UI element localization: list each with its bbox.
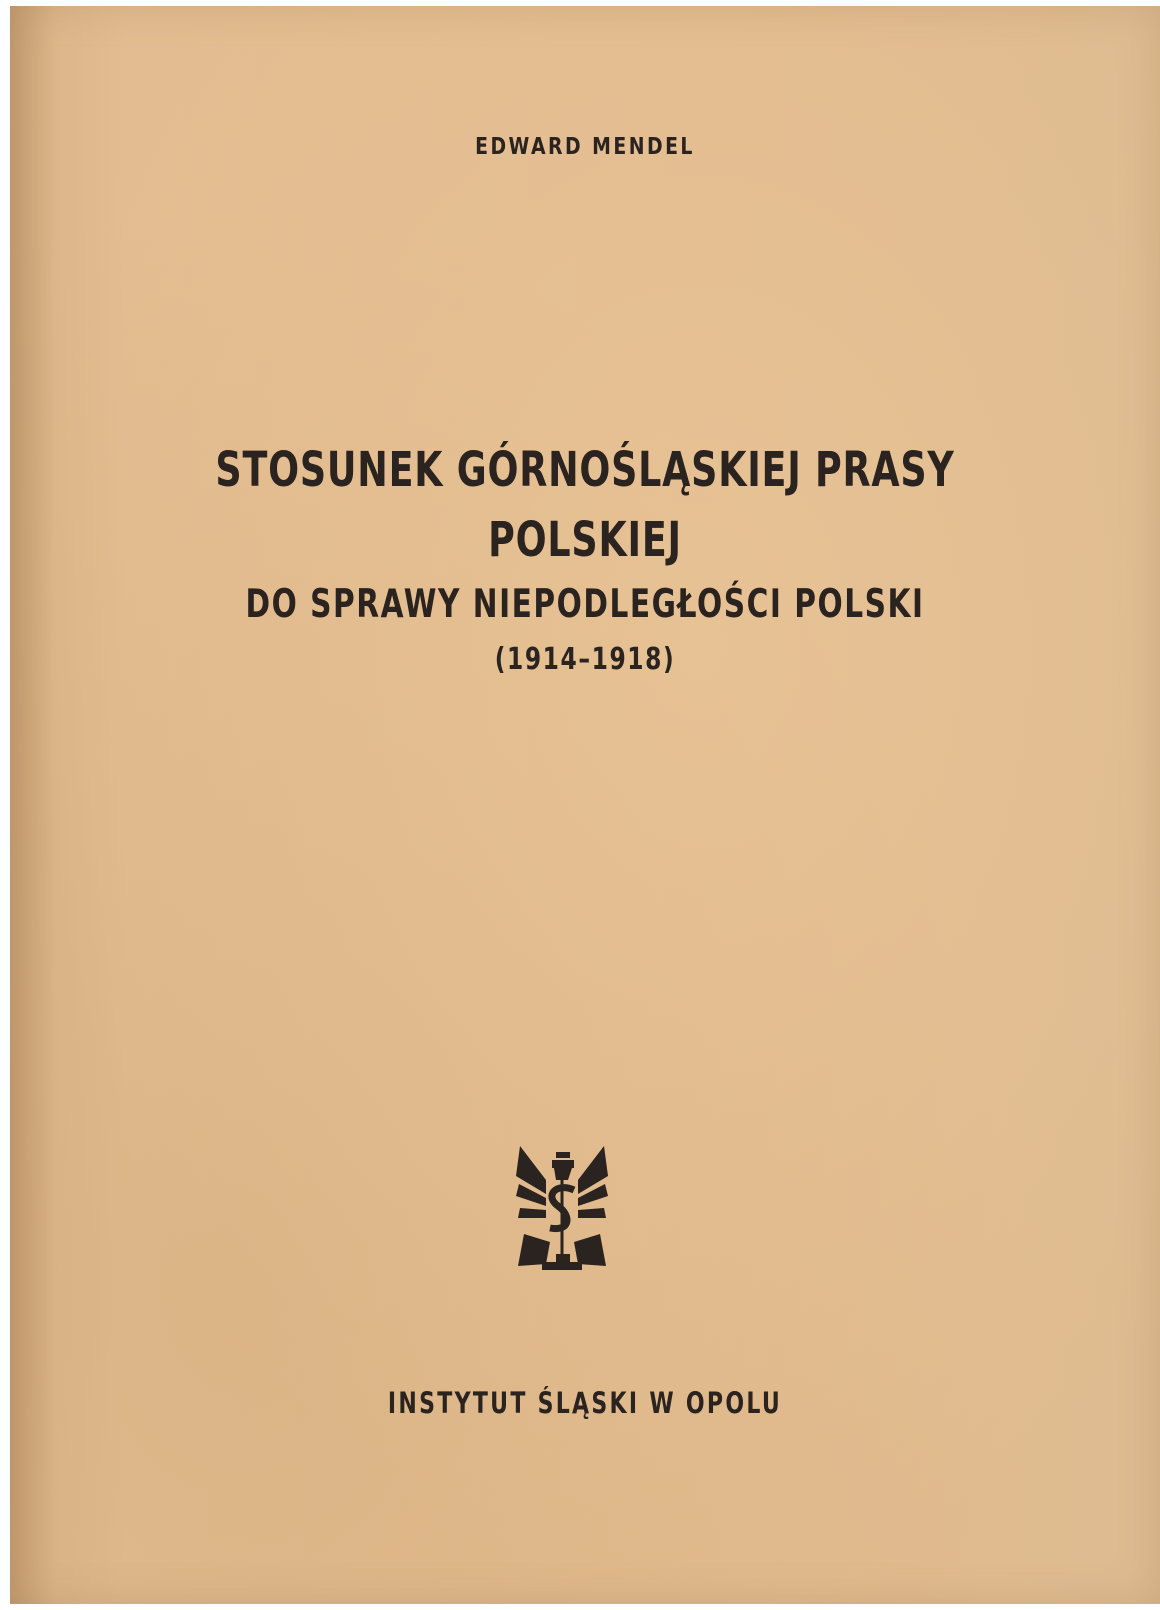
spine-shadow [10,6,56,1604]
title-line-2: POLSKIEJ [488,512,682,568]
publisher-name: INSTYTUT ŚLĄSKI W OPOLU [387,1386,783,1420]
title-years: (1914–1918) [494,642,676,677]
title-line-3: DO SPRAWY NIEPODLEGŁOŚCI POLSKI [245,582,925,627]
eagle-s-emblem-icon [516,1146,608,1272]
book-cover [10,6,1160,1604]
title-line-1: STOSUNEK GÓRNOŚLĄSKIEJ PRASY [215,442,955,498]
author-name: EDWARD MENDEL [475,134,695,160]
